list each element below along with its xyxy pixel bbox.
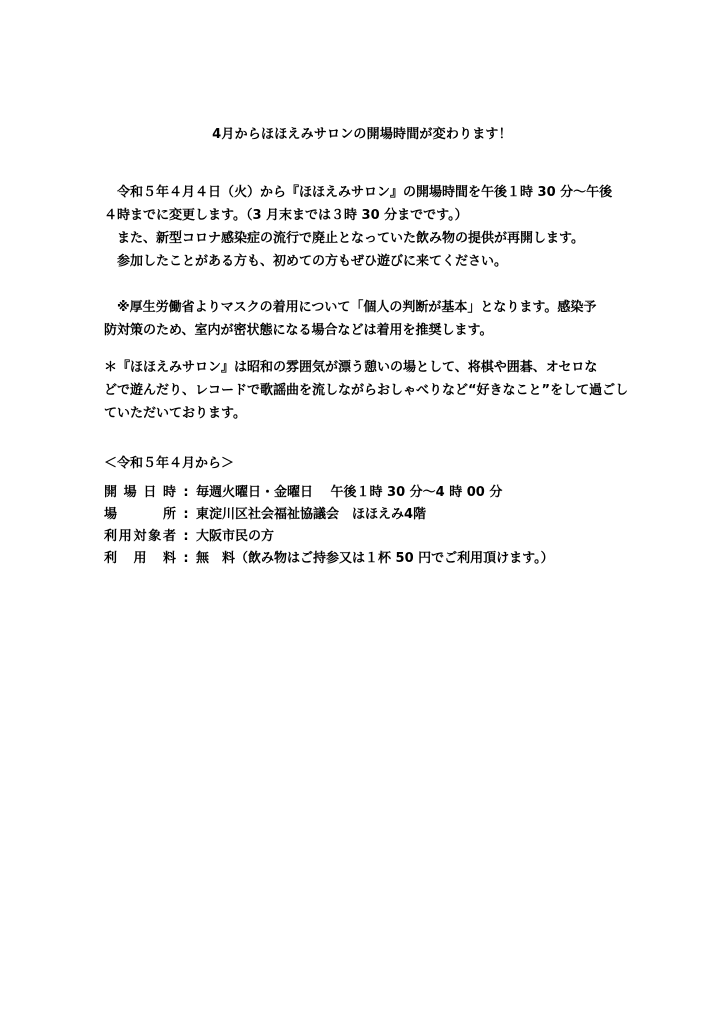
- schedule-info-table: [104, 482, 554, 570]
- info-row-target: [104, 526, 554, 548]
- info-label-target: 利 用 対 象 者: [104, 529, 176, 544]
- info-value-fee: 無 料（飲み物はご持参又は１杯 50 円でご利用頂けます。）: [196, 551, 554, 566]
- info-colon: :: [183, 485, 189, 500]
- salon-description-line-3: ていただいております。: [104, 406, 246, 421]
- salon-description-line-2: どで遊んだり、レコードで歌謡曲を流しながらおしゃべりなど“好きなこと”をして過ごし: [104, 383, 629, 398]
- info-row-fee: [104, 548, 554, 570]
- announcement-line-2: ４時までに変更します。（3 月末までは３時 30 分までです。）: [104, 208, 468, 223]
- info-colon: :: [183, 551, 189, 566]
- info-value-open-time: 毎週火曜日・金曜日 午後１時 30 分～4 時 00 分: [196, 485, 503, 500]
- info-row-place: [104, 504, 554, 526]
- mask-note-line-1: ※厚生労働省よりマスクの着用について「個人の判断が基本」となります。感染予: [117, 300, 597, 315]
- info-colon: :: [183, 507, 189, 522]
- schedule-section-heading: ＜令和５年４月から＞: [104, 456, 235, 471]
- mask-note-paragraph: [104, 296, 644, 342]
- info-label-place: 場 所: [104, 507, 176, 522]
- info-value-place: 東淀川区社会福祉協議会 ほほえみ4階: [196, 507, 427, 522]
- info-label-fee: 利 用 料: [104, 551, 176, 566]
- info-value-target: 大阪市民の方: [196, 529, 275, 544]
- mask-note-line-2: 防対策のため、室内が密状態になる場合などは着用を推奨します。: [104, 323, 493, 338]
- info-row-open-time: [104, 482, 554, 504]
- announcement-line-1: 令和５年４月４日（火）から『ほほえみサロン』の開場時間を午後１時 30 分～午後: [117, 185, 613, 200]
- info-colon: :: [183, 529, 189, 544]
- announcement-line-3: また、新型コロナ感染症の流行で廃止となっていた飲み物の提供が再開します。: [117, 231, 584, 246]
- salon-description-line-1: ＊『ほほえみサロン』は昭和の雰囲気が漂う憩いの場として、将棋や囲碁、オセロな: [104, 360, 598, 375]
- document-title: 4月からほほえみサロンの開場時間が変わります！: [212, 127, 512, 142]
- announcement-line-4: 参加したことがある方も、初めての方もぜひ遊びに来てください。: [117, 254, 508, 269]
- salon-description-paragraph: [104, 356, 644, 425]
- info-label-open-time: 開 場 日 時: [104, 485, 176, 500]
- announcement-paragraph: [104, 181, 644, 273]
